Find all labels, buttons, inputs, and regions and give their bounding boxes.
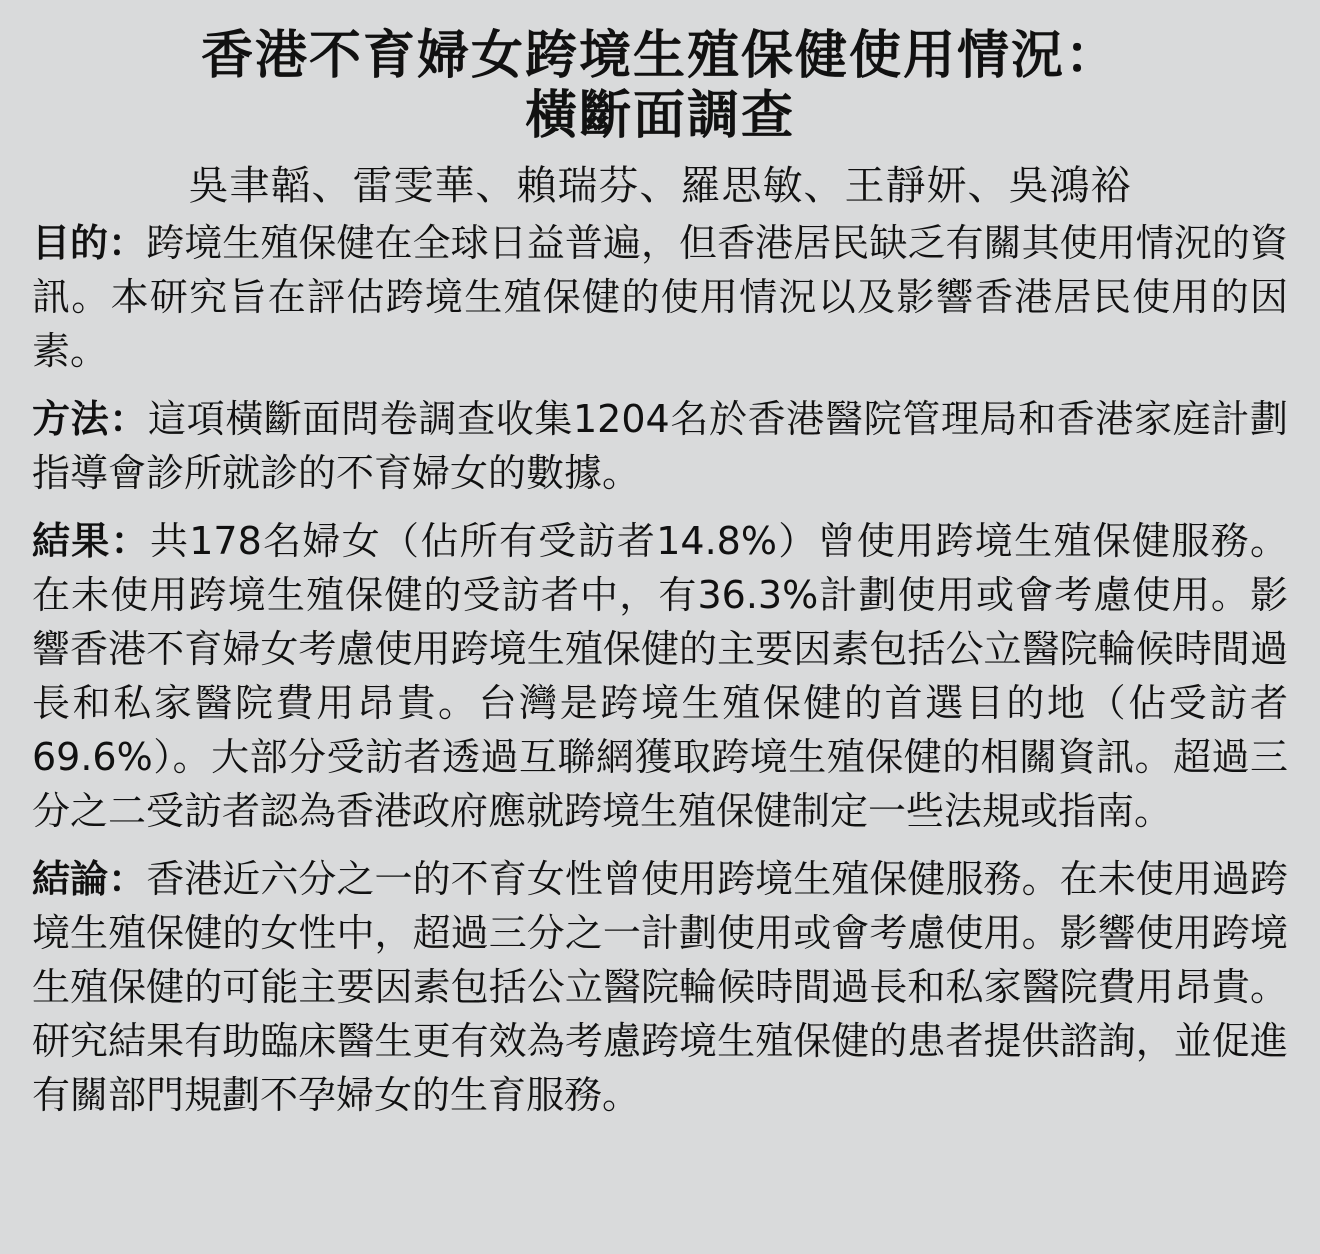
conclusion-section <box>32 852 1288 1122</box>
methods-text: 這項橫斷面問卷調查收集1204名於香港醫院管理局和香港家庭計劃指導會診所就診的不育婦女的數據。 <box>32 397 1288 495</box>
conclusion-label: 結論： <box>32 857 147 901</box>
conclusion-text: 香港近六分之一的不育女性曾使用跨境生殖保健服務。在未使用過跨境生殖保健的女性中，超過三分之一計劃使用或會考慮使用。影響使用跨境生殖保健的可能主要因素包括公立醫院輪候時間過長和私家醫院費用昂貴。研究結果有助臨床醫生更有效為考慮跨境生殖保健的患者提供諮詢，並促進有關部門規劃不孕婦女的生育服務。 <box>32 857 1288 1117</box>
author-list: 吳聿韜、雷雯華、賴瑞芬、羅思敏、王靜妍、吳鴻裕 <box>188 163 1132 209</box>
page-title <box>32 26 1288 146</box>
objective-section <box>32 216 1288 378</box>
results-label: 結果： <box>32 519 150 563</box>
results-text: 共178名婦女（佔所有受訪者14.8%）曾使用跨境生殖保健服務。在未使用跨境生殖保健的受訪者中，有36.3%計劃使用或會考慮使用。影響香港不育婦女考慮使用跨境生殖保健的主要因素包括公立醫院輪候時間過長和私家醫院費用昂貴。台灣是跨境生殖保健的首選目的地（佔受訪者69.6%）。大部分受訪者透過互聯網獲取跨境生殖保健的相關資訊。超過三分之二受訪者認為香港政府應就跨境生殖保健制定一些法規或指南。 <box>32 519 1288 833</box>
title-line-1: 香港不育婦女跨境生殖保健使用情況： <box>200 26 1119 86</box>
methods-section <box>32 392 1288 500</box>
objective-text: 跨境生殖保健在全球日益普遍，但香港居民缺乏有關其使用情況的資訊。本研究旨在評估跨境生殖保健的使用情況以及影響香港居民使用的因素。 <box>32 221 1288 373</box>
objective-label: 目的： <box>32 221 147 265</box>
methods-label: 方法： <box>32 397 148 441</box>
title-line-2: 橫斷面調查 <box>524 86 795 146</box>
results-section <box>32 514 1288 838</box>
